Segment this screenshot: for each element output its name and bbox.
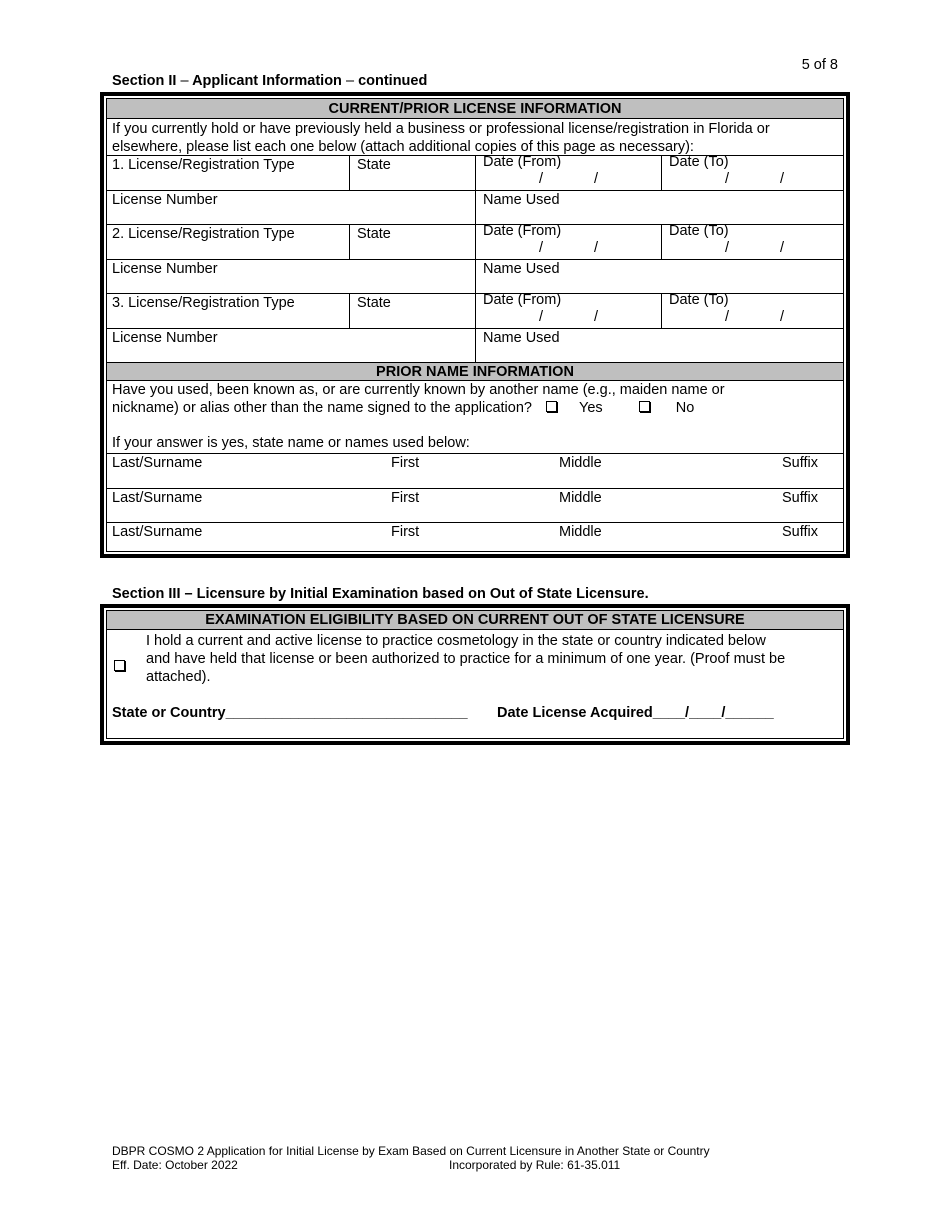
date-to-cell[interactable] xyxy=(661,156,843,190)
state-cell[interactable] xyxy=(349,156,475,190)
date-to-cell[interactable] xyxy=(661,225,843,259)
license-3-number-row xyxy=(107,329,843,363)
date-from-cell[interactable] xyxy=(475,294,661,328)
yes-checkbox[interactable] xyxy=(546,401,557,412)
name-used-label: Name Used xyxy=(483,261,560,277)
license-number-label: License Number xyxy=(112,261,218,277)
name-row[interactable] xyxy=(107,489,843,523)
prior-name-question-line-2 xyxy=(112,400,694,416)
prior-name-question-text: nickname) or alias other than the name signed to the application? xyxy=(112,400,532,416)
eligibility-checkbox[interactable] xyxy=(114,660,125,671)
date-separator: / xyxy=(594,171,599,187)
date-separator: / xyxy=(594,240,599,256)
date-separator: / xyxy=(780,240,785,256)
last-name-label: Last/Surname xyxy=(112,490,203,506)
license-type-cell[interactable] xyxy=(107,225,349,259)
license-type-label: 3. License/Registration Type xyxy=(112,295,295,311)
license-info-header: CURRENT/PRIOR LICENSE INFORMATION xyxy=(107,99,843,119)
name-used-cell[interactable] xyxy=(475,329,843,362)
license-2-number-row xyxy=(107,260,843,294)
last-name-label: Last/Surname xyxy=(112,524,203,540)
title-dash: – xyxy=(180,73,189,89)
section-3-box xyxy=(100,604,850,745)
section-2-title-part: Section II xyxy=(112,73,177,89)
title-dash: – xyxy=(345,73,355,89)
name-used-label: Name Used xyxy=(483,330,560,346)
first-name-label: First xyxy=(391,524,420,540)
license-type-label: 2. License/Registration Type xyxy=(112,226,295,242)
prior-name-header: PRIOR NAME INFORMATION xyxy=(107,363,843,381)
date-to-label: Date (To) xyxy=(669,292,729,308)
date-from-label: Date (From) xyxy=(483,292,562,308)
license-type-cell[interactable] xyxy=(107,294,349,328)
prior-name-instruction: If your answer is yes, state name or names used below: xyxy=(112,435,470,451)
date-separator: / xyxy=(725,240,730,256)
license-type-cell[interactable] xyxy=(107,156,349,190)
page-number: 5 of 8 xyxy=(801,57,838,73)
date-from-cell[interactable] xyxy=(475,225,661,259)
date-separator: / xyxy=(725,171,730,187)
eligibility-statement-line-3: attached). xyxy=(146,669,211,685)
middle-name-label: Middle xyxy=(559,490,602,506)
section-2-title xyxy=(112,73,427,89)
license-number-cell[interactable] xyxy=(107,260,475,293)
suffix-label: Suffix xyxy=(782,490,819,506)
footer-form-title: DBPR COSMO 2 Application for Initial License by Exam Based on Current Licensure in Another State or Country xyxy=(112,1144,710,1158)
section-3-title: Section III – Licensure by Initial Examination based on Out of State Licensure. xyxy=(112,586,649,602)
license-1-type-row xyxy=(107,156,843,191)
section-2-box xyxy=(100,92,850,558)
name-used-cell[interactable] xyxy=(475,191,843,224)
first-name-label: First xyxy=(391,455,420,471)
license-number-cell[interactable] xyxy=(107,191,475,224)
license-3-type-row xyxy=(107,294,843,329)
name-used-label: Name Used xyxy=(483,192,560,208)
no-label: No xyxy=(675,400,695,416)
eligibility-header: EXAMINATION ELIGIBILITY BASED ON CURRENT OUT OF STATE LICENSURE xyxy=(107,611,843,630)
license-1-number-row xyxy=(107,191,843,225)
middle-name-label: Middle xyxy=(559,455,602,471)
date-separator: / xyxy=(780,171,785,187)
date-to-cell[interactable] xyxy=(661,294,843,328)
date-separator: / xyxy=(725,309,730,325)
state-cell[interactable] xyxy=(349,294,475,328)
middle-name-label: Middle xyxy=(559,524,602,540)
date-separator: / xyxy=(594,309,599,325)
eligibility-statement: I hold a current and active license to practice cosmetology in the state or country indicated below xyxy=(146,633,766,649)
first-name-label: First xyxy=(391,490,420,506)
date-separator: / xyxy=(539,240,544,256)
license-intro-text: If you currently hold or have previously held a business or professional license/registration in Florida or elsewhere, please list each one below (attach additional copies of this page as necessary): xyxy=(112,121,770,155)
suffix-label: Suffix xyxy=(782,524,819,540)
license-2-type-row xyxy=(107,225,843,260)
footer-eff-date: Eff. Date: October 2022 xyxy=(112,1158,238,1172)
date-from-label: Date (From) xyxy=(483,223,562,239)
prior-name-question-row xyxy=(107,381,843,454)
no-checkbox[interactable] xyxy=(639,401,650,412)
date-separator: / xyxy=(780,309,785,325)
section-3-inner xyxy=(106,610,844,739)
state-or-country-field[interactable]: State or Country______________________________ xyxy=(112,705,468,721)
license-number-cell[interactable] xyxy=(107,329,475,362)
license-type-label: 1. License/Registration Type xyxy=(112,157,295,173)
date-to-label: Date (To) xyxy=(669,154,729,170)
state-label: State xyxy=(357,295,391,311)
suffix-label: Suffix xyxy=(782,455,819,471)
license-intro-row xyxy=(107,119,843,156)
date-license-acquired-field[interactable]: Date License Acquired____/____/______ xyxy=(497,705,774,721)
date-separator: / xyxy=(539,171,544,187)
prior-name-question: Have you used, been known as, or are currently known by another name (e.g., maiden name or xyxy=(112,382,725,398)
license-number-label: License Number xyxy=(112,330,218,346)
name-row[interactable] xyxy=(107,454,843,489)
eligibility-statement-line-2: and have held that license or been authorized to practice for a minimum of one year. (Proof must be xyxy=(146,651,786,667)
date-to-label: Date (To) xyxy=(669,223,729,239)
date-from-cell[interactable] xyxy=(475,156,661,190)
state-cell[interactable] xyxy=(349,225,475,259)
footer-rule: Incorporated by Rule: 61-35.011 xyxy=(449,1158,621,1172)
name-row[interactable] xyxy=(107,523,843,553)
last-name-label: Last/Surname xyxy=(112,455,203,471)
state-label: State xyxy=(357,226,391,242)
license-number-label: License Number xyxy=(112,192,218,208)
section-2-title-part: continued xyxy=(358,73,428,89)
name-used-cell[interactable] xyxy=(475,260,843,293)
section-2-title-part: Applicant Information xyxy=(192,73,342,89)
state-label: State xyxy=(357,157,391,173)
section-2-inner xyxy=(106,98,844,552)
date-from-label: Date (From) xyxy=(483,154,562,170)
date-separator: / xyxy=(539,309,544,325)
yes-label: Yes xyxy=(579,400,603,416)
